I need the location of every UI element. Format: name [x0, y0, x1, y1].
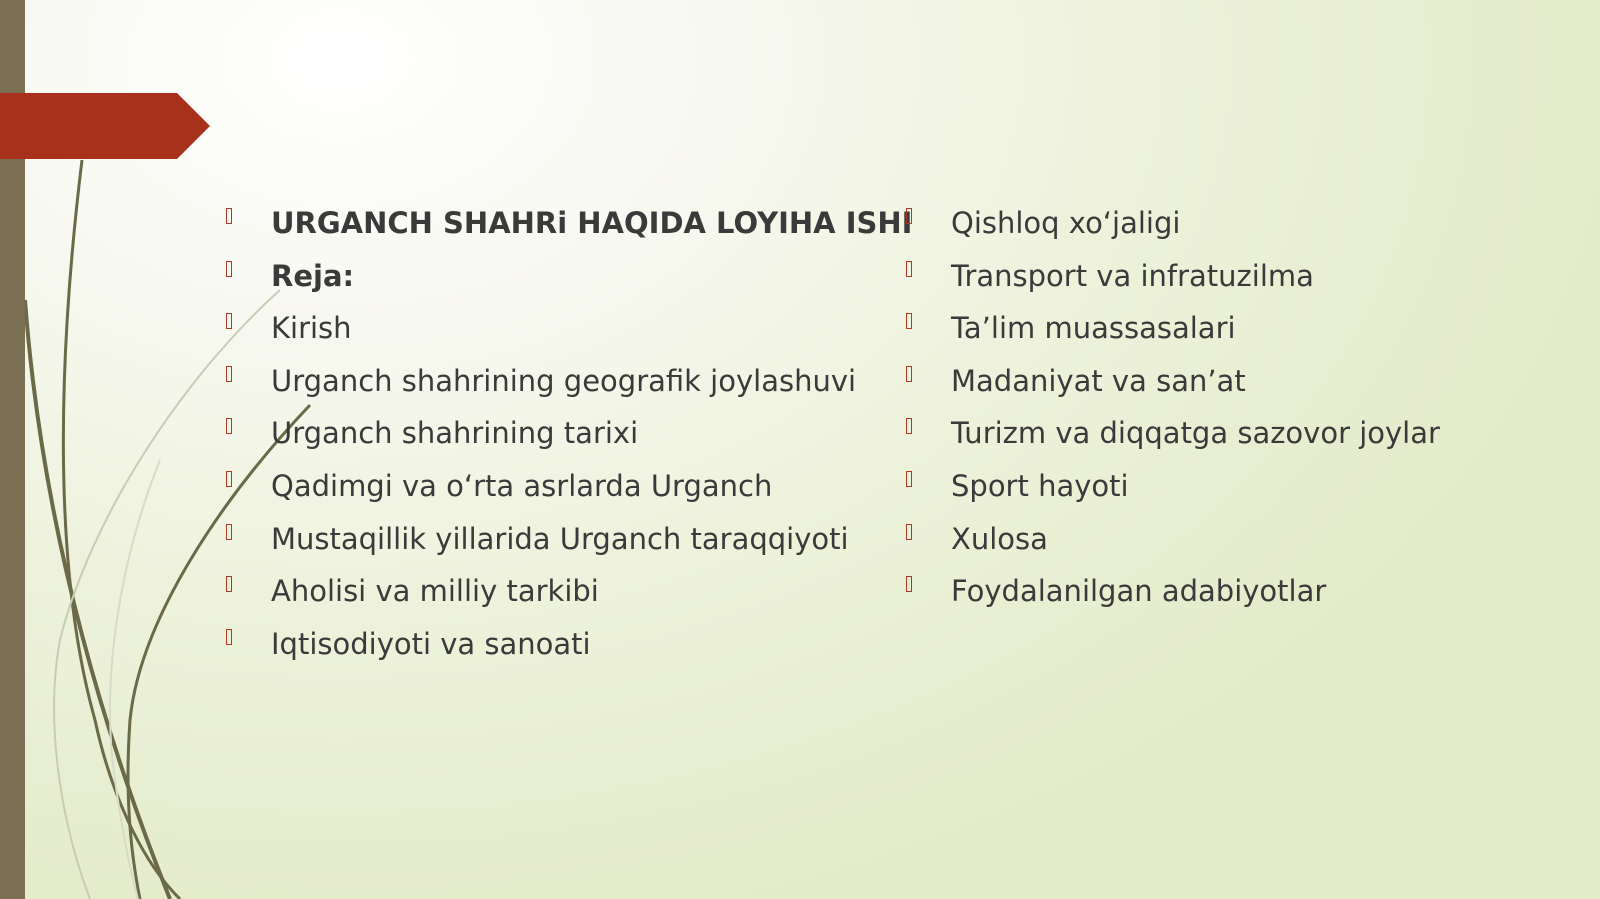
bullet-icon	[226, 208, 232, 224]
bullet-icon	[906, 366, 912, 382]
agenda-list-right	[906, 200, 1440, 621]
agenda-item-text: Qadimgi va o‘rta asrlarda Urganch	[271, 468, 773, 503]
agenda-item	[906, 200, 1440, 253]
bullet-icon	[906, 471, 912, 487]
agenda-item	[226, 621, 912, 674]
agenda-item-text: Madaniyat va san’at	[951, 363, 1246, 398]
agenda-item-text: Xulosa	[951, 521, 1048, 556]
agenda-item-text: Mustaqillik yillarida Urganch taraqqiyoti	[271, 521, 849, 556]
agenda-item-text: Kirish	[271, 311, 352, 346]
bullet-icon	[226, 261, 232, 277]
agenda-item	[906, 305, 1440, 358]
agenda-item	[906, 358, 1440, 411]
bullet-icon	[906, 208, 912, 224]
agenda-item-text: Turizm va diqqatga sazovor joylar	[951, 416, 1440, 451]
bullet-icon	[906, 313, 912, 329]
bullet-icon	[226, 576, 232, 592]
agenda-item	[226, 200, 912, 253]
agenda-item-text: Foydalanilgan adabiyotlar	[951, 574, 1327, 609]
bullet-icon	[226, 366, 232, 382]
agenda-item-text: Qishloq xo‘jaligi	[951, 206, 1181, 240]
curve-line	[63, 160, 180, 899]
agenda-item	[906, 463, 1440, 516]
agenda-item	[906, 253, 1440, 306]
agenda-item-text: Ta’lim muassasalari	[951, 311, 1236, 346]
bullet-icon	[226, 313, 232, 329]
red-arrow-tab	[0, 93, 210, 159]
bullet-icon	[906, 524, 912, 540]
agenda-item-text: Sport hayoti	[951, 468, 1129, 503]
curve-line	[25, 300, 170, 899]
agenda-item-text: Urganch shahrining geografik joylashuvi	[271, 363, 857, 398]
agenda-item	[226, 253, 912, 306]
agenda-item	[226, 516, 912, 569]
agenda-item	[226, 358, 912, 411]
agenda-item-text: Urganch shahrining tarixi	[271, 416, 639, 451]
agenda-item	[226, 410, 912, 463]
agenda-list-left	[226, 200, 912, 673]
agenda-item-text: Transport va infratuzilma	[951, 258, 1314, 293]
bullet-icon	[226, 471, 232, 487]
agenda-item	[906, 568, 1440, 621]
agenda-item-text: URGANCH SHAHRi HAQIDA LOYIHA ISHI	[271, 206, 913, 240]
agenda-item	[226, 463, 912, 516]
agenda-item	[906, 410, 1440, 463]
agenda-item	[226, 568, 912, 621]
bullet-icon	[226, 629, 232, 645]
agenda-item	[906, 516, 1440, 569]
agenda-item	[226, 305, 912, 358]
bullet-icon	[906, 418, 912, 434]
bullet-icon	[906, 576, 912, 592]
red-arrow-shape	[0, 93, 210, 159]
bullet-icon	[226, 524, 232, 540]
bullet-icon	[226, 418, 232, 434]
bullet-icon	[906, 261, 912, 277]
agenda-item-text: Reja:	[271, 258, 355, 293]
agenda-item-text: Iqtisodiyoti va sanoati	[271, 626, 591, 661]
agenda-item-text: Aholisi va milliy tarkibi	[271, 574, 599, 609]
